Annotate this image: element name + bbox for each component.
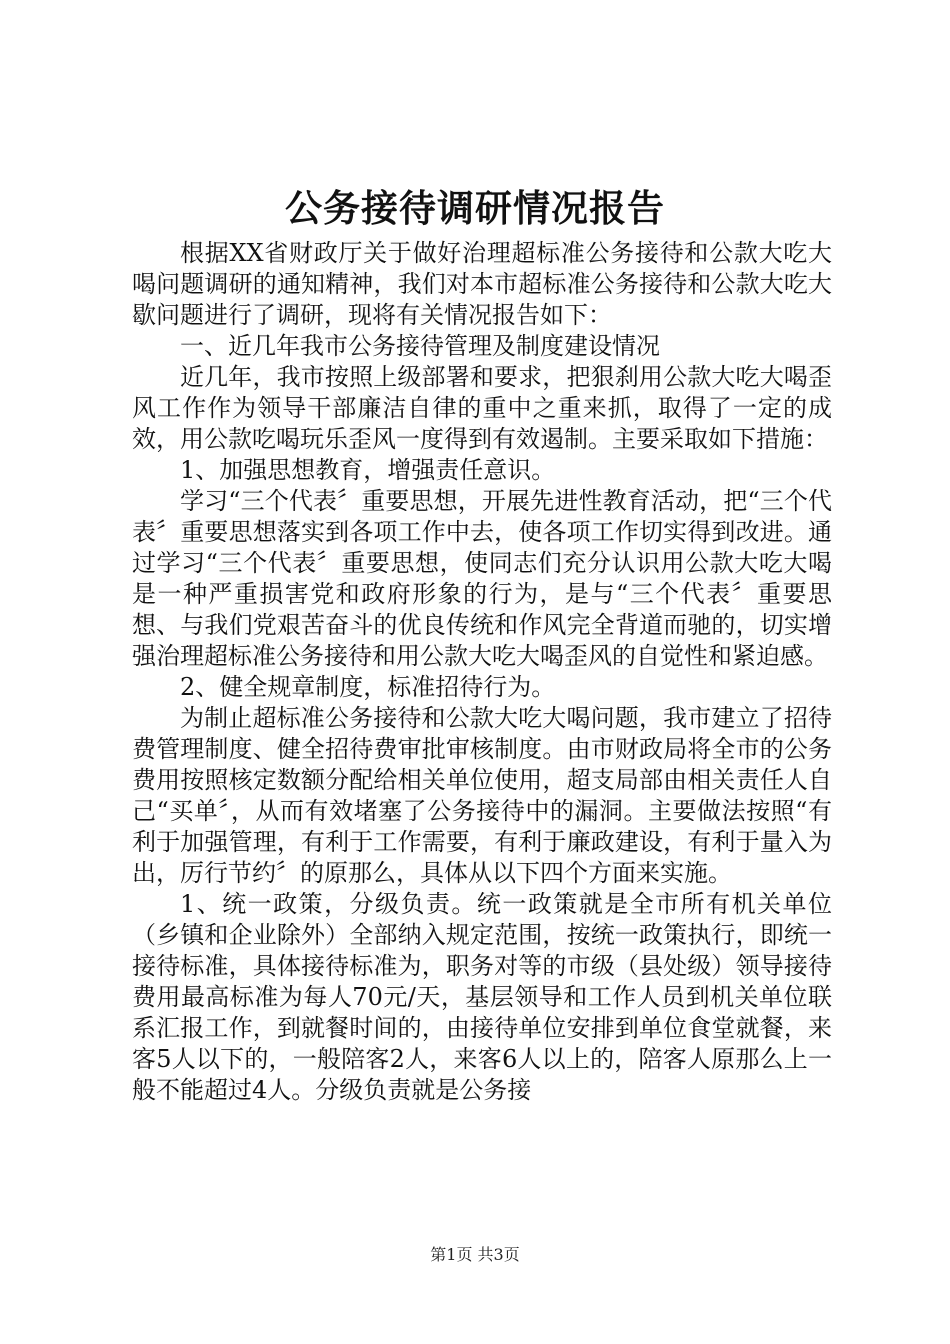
document-title: 公务接待调研情况报告	[285, 186, 665, 230]
paragraph-education: 学习“三个代表〞重要思想，开展先进性教育活动，把“三个代表〞重要思想落实到各项工作中去，使各项工作切实得到改进。通过学习“三个代表〞重要思想，使同志们充分认识用公款大吃大喝是一种严重损害党和政府形象的行为，是与“三个代表〞重要思想、与我们党艰苦奋斗的优良传统和作风完全背道而驰的，切实增强治理超标准公务接待和用公款大吃大喝歪风的自觉性和紧迫感。	[132, 487, 832, 670]
page-footer: 第1页 共3页	[430, 1245, 520, 1264]
document-body	[132, 238, 832, 1106]
paragraph-measures: 近几年，我市按照上级部署和要求，把狠刹用公款大吃大喝歪风工作作为领导干部廉洁自律的重中之重来抓，取得了一定的成效，用公款吃喝玩乐歪风一度得到有效遏制。主要采取如下措施：	[132, 363, 832, 453]
paragraph-unified-policy: 1、统一政策，分级负责。统一政策就是全市所有机关单位（乡镇和企业除外）全部纳入规定范围，按统一政策执行，即统一接待标准，具体接待标准为，职务对等的市级（县处级）领导接待费用最高标准为每人70元/天，基层领导和工作人员到机关单位联系汇报工作，到就餐时间的，由接待单位安排到单位食堂就餐，来客5人以下的，一般陪客2人，来客6人以上的，陪客人原那么上一般不能超过4人。分级负责就是公务接	[132, 890, 832, 1104]
subheading-1: 1、加强思想教育，增强责任意识。	[180, 456, 556, 484]
paragraph-intro: 根据XX省财政厅关于做好治理超标准公务接待和公款大吃大喝问题调研的通知精神，我们对本市超标准公务接待和公款大吃大歇问题进行了调研，现将有关情况报告如下：	[132, 239, 832, 329]
subheading-2: 2、健全规章制度，标准招待行为。	[180, 673, 556, 701]
section-heading-1: 一、近几年我市公务接待管理及制度建设情况	[180, 332, 660, 360]
paragraph-regulations: 为制止超标准公务接待和公款大吃大喝问题，我市建立了招待费管理制度、健全招待费审批审核制度。由市财政局将全市的公务费用按照核定数额分配给相关单位使用，超支局部由相关责任人自己“买单〞，从而有效堵塞了公务接待中的漏洞。主要做法按照“有利于加强管理，有利于工作需要，有利于廉政建设，有利于量入为出，厉行节约〞的原那么，具体从以下四个方面来实施。	[132, 704, 832, 887]
